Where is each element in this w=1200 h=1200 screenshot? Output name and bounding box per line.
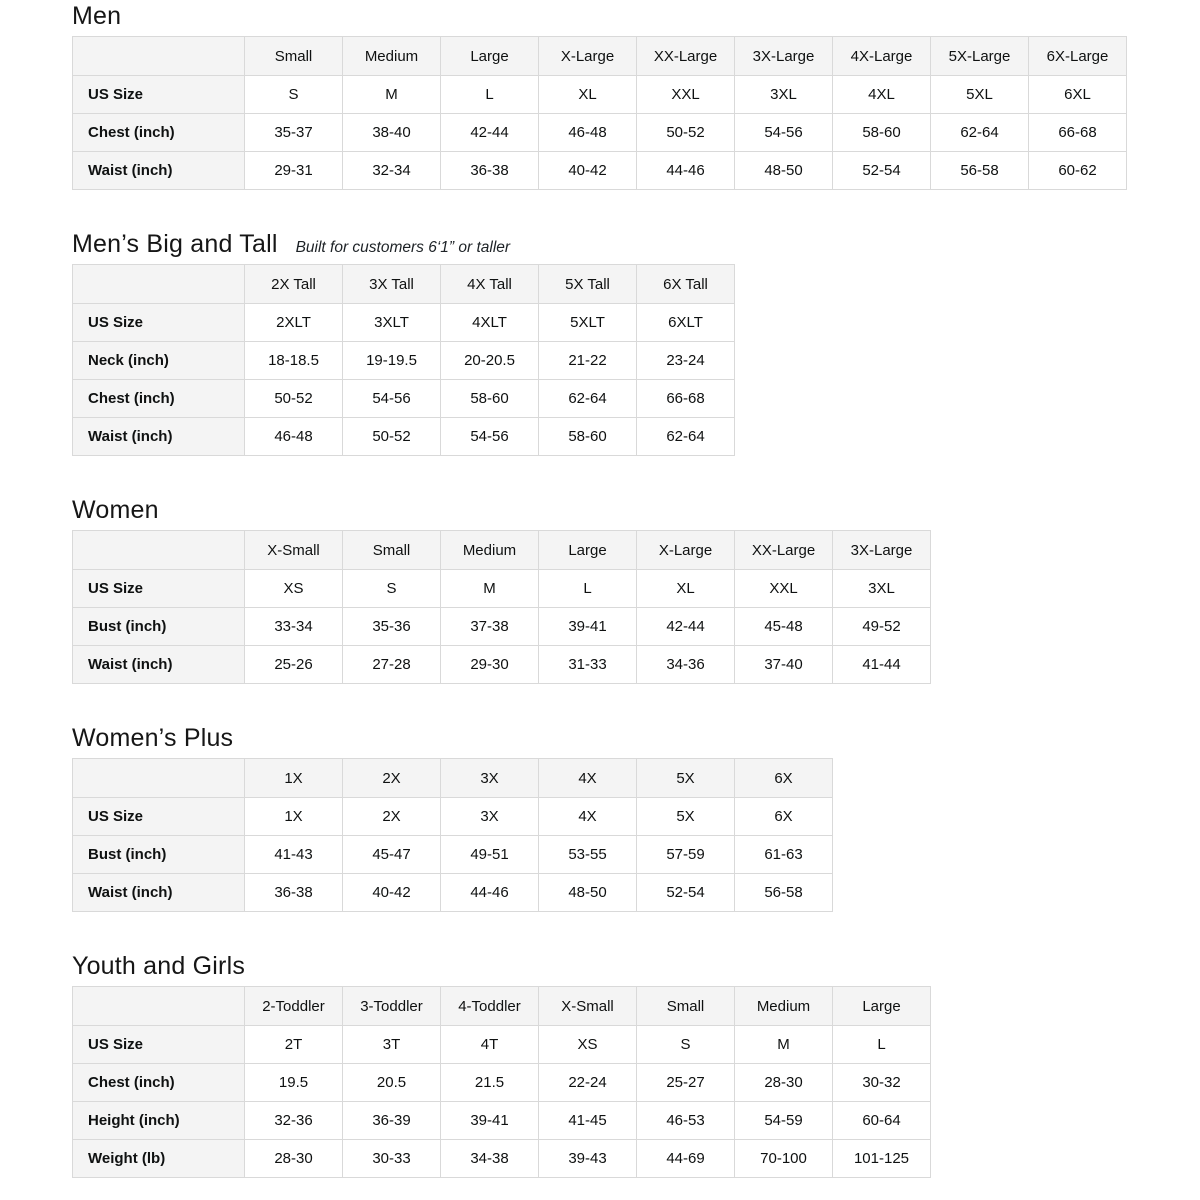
table-row	[73, 608, 931, 646]
size-table-womens-plus	[72, 758, 833, 912]
value-cell: 62-64	[637, 418, 735, 456]
value-cell: 49-52	[833, 608, 931, 646]
section-women	[72, 496, 1200, 684]
column-header-cell: 6X Tall	[637, 265, 735, 304]
value-cell: 3T	[343, 1026, 441, 1064]
column-header-cell: 4X	[539, 759, 637, 798]
value-cell: 60-62	[1029, 152, 1127, 190]
section-title-row	[72, 496, 1200, 524]
value-cell: 42-44	[441, 114, 539, 152]
section-youth-and-girls	[72, 952, 1200, 1178]
value-cell: L	[539, 570, 637, 608]
table-row	[73, 874, 833, 912]
value-cell: XL	[539, 76, 637, 114]
value-cell: 58-60	[441, 380, 539, 418]
value-cell: 23-24	[637, 342, 735, 380]
column-header-cell: 4X Tall	[441, 265, 539, 304]
column-header-cell: X-Large	[637, 531, 735, 570]
value-cell: 41-43	[245, 836, 343, 874]
value-cell: 5XLT	[539, 304, 637, 342]
value-cell: 39-41	[539, 608, 637, 646]
value-cell: 40-42	[539, 152, 637, 190]
table-row	[73, 114, 1127, 152]
value-cell: 3XL	[735, 76, 833, 114]
size-table-men	[72, 36, 1127, 190]
value-cell: 6XLT	[637, 304, 735, 342]
column-header-cell: 6X	[735, 759, 833, 798]
value-cell: 41-45	[539, 1102, 637, 1140]
table-row	[73, 76, 1127, 114]
corner-cell	[73, 265, 245, 304]
row-label-cell: Neck (inch)	[73, 342, 245, 380]
corner-cell	[73, 37, 245, 76]
table-row	[73, 1140, 931, 1178]
value-cell: 66-68	[1029, 114, 1127, 152]
value-cell: 44-69	[637, 1140, 735, 1178]
value-cell: 46-48	[245, 418, 343, 456]
value-cell: 37-40	[735, 646, 833, 684]
row-label-cell: US Size	[73, 304, 245, 342]
value-cell: 42-44	[637, 608, 735, 646]
value-cell: 22-24	[539, 1064, 637, 1102]
section-title-row	[72, 2, 1200, 30]
column-header-cell: 3X	[441, 759, 539, 798]
value-cell: 27-28	[343, 646, 441, 684]
column-header-cell: Medium	[343, 37, 441, 76]
value-cell: 38-40	[343, 114, 441, 152]
value-cell: 25-27	[637, 1064, 735, 1102]
table-row	[73, 304, 735, 342]
value-cell: 21-22	[539, 342, 637, 380]
value-cell: 37-38	[441, 608, 539, 646]
row-label-cell: Weight (lb)	[73, 1140, 245, 1178]
value-cell: 3X	[441, 798, 539, 836]
column-header-cell: 2-Toddler	[245, 987, 343, 1026]
value-cell: S	[637, 1026, 735, 1064]
value-cell: 46-53	[637, 1102, 735, 1140]
value-cell: 48-50	[539, 874, 637, 912]
column-header-cell: X-Large	[539, 37, 637, 76]
value-cell: 3XL	[833, 570, 931, 608]
row-label-cell: US Size	[73, 798, 245, 836]
value-cell: 44-46	[441, 874, 539, 912]
section-title-row	[72, 952, 1200, 980]
size-table-women	[72, 530, 931, 684]
value-cell: 35-37	[245, 114, 343, 152]
row-label-cell: US Size	[73, 1026, 245, 1064]
column-header-cell: Large	[441, 37, 539, 76]
column-header-cell: XX-Large	[637, 37, 735, 76]
column-header-cell: 2X	[343, 759, 441, 798]
value-cell: 1X	[245, 798, 343, 836]
column-header-cell: Medium	[735, 987, 833, 1026]
value-cell: 41-44	[833, 646, 931, 684]
table-row	[73, 342, 735, 380]
value-cell: 50-52	[637, 114, 735, 152]
value-cell: 54-59	[735, 1102, 833, 1140]
table-row	[73, 152, 1127, 190]
row-label-cell: Bust (inch)	[73, 608, 245, 646]
value-cell: 29-30	[441, 646, 539, 684]
value-cell: 3XLT	[343, 304, 441, 342]
row-label-cell: Bust (inch)	[73, 836, 245, 874]
table-row	[73, 798, 833, 836]
section-title: Youth and Girls	[72, 952, 246, 980]
section-womens-plus	[72, 724, 1200, 912]
table-row	[73, 380, 735, 418]
value-cell: 50-52	[245, 380, 343, 418]
value-cell: 32-36	[245, 1102, 343, 1140]
section-subtitle: Built for customers 6‘1” or taller	[295, 239, 511, 256]
value-cell: 6X	[735, 798, 833, 836]
section-title: Men	[72, 2, 122, 30]
column-header-cell: 4-Toddler	[441, 987, 539, 1026]
value-cell: 48-50	[735, 152, 833, 190]
column-header-cell: Medium	[441, 531, 539, 570]
value-cell: 52-54	[637, 874, 735, 912]
size-table-mens-big-and-tall	[72, 264, 735, 456]
value-cell: 66-68	[637, 380, 735, 418]
row-label-cell: US Size	[73, 570, 245, 608]
value-cell: 34-38	[441, 1140, 539, 1178]
column-header-cell: 1X	[245, 759, 343, 798]
value-cell: 62-64	[539, 380, 637, 418]
table-row	[73, 1102, 931, 1140]
value-cell: 29-31	[245, 152, 343, 190]
value-cell: 21.5	[441, 1064, 539, 1102]
column-header-cell: 3X Tall	[343, 265, 441, 304]
value-cell: 56-58	[931, 152, 1029, 190]
column-header-cell: 5X Tall	[539, 265, 637, 304]
value-cell: M	[441, 570, 539, 608]
row-label-cell: Waist (inch)	[73, 874, 245, 912]
value-cell: 60-64	[833, 1102, 931, 1140]
row-label-cell: Waist (inch)	[73, 418, 245, 456]
value-cell: 31-33	[539, 646, 637, 684]
section-title: Women’s Plus	[72, 724, 234, 752]
row-label-cell: Chest (inch)	[73, 380, 245, 418]
section-title-row	[72, 724, 1200, 752]
value-cell: S	[245, 76, 343, 114]
value-cell: 25-26	[245, 646, 343, 684]
table-row	[73, 836, 833, 874]
column-header-cell: 3-Toddler	[343, 987, 441, 1026]
value-cell: 6XL	[1029, 76, 1127, 114]
value-cell: 30-32	[833, 1064, 931, 1102]
value-cell: 28-30	[735, 1064, 833, 1102]
corner-cell	[73, 987, 245, 1026]
row-label-cell: Waist (inch)	[73, 152, 245, 190]
value-cell: 34-36	[637, 646, 735, 684]
value-cell: XL	[637, 570, 735, 608]
column-header-cell: 2X Tall	[245, 265, 343, 304]
value-cell: 5XL	[931, 76, 1029, 114]
value-cell: S	[343, 570, 441, 608]
column-header-cell: 3X-Large	[833, 531, 931, 570]
value-cell: 54-56	[441, 418, 539, 456]
value-cell: 58-60	[539, 418, 637, 456]
value-cell: 19.5	[245, 1064, 343, 1102]
value-cell: 52-54	[833, 152, 931, 190]
table-row	[73, 1064, 931, 1102]
value-cell: XXL	[735, 570, 833, 608]
value-cell: 44-46	[637, 152, 735, 190]
value-cell: M	[343, 76, 441, 114]
value-cell: 54-56	[343, 380, 441, 418]
value-cell: 32-34	[343, 152, 441, 190]
value-cell: 40-42	[343, 874, 441, 912]
table-row	[73, 570, 931, 608]
value-cell: 45-47	[343, 836, 441, 874]
size-table-youth-and-girls	[72, 986, 931, 1178]
section-title: Men’s Big and Tall	[72, 230, 278, 258]
size-chart-sections	[72, 2, 1200, 1178]
value-cell: XS	[539, 1026, 637, 1064]
column-header-cell: X-Small	[245, 531, 343, 570]
value-cell: 45-48	[735, 608, 833, 646]
value-cell: 39-41	[441, 1102, 539, 1140]
section-men	[72, 2, 1200, 190]
row-label-cell: Chest (inch)	[73, 114, 245, 152]
header-row	[73, 759, 833, 798]
row-label-cell: Chest (inch)	[73, 1064, 245, 1102]
value-cell: 57-59	[637, 836, 735, 874]
column-header-cell: 5X	[637, 759, 735, 798]
column-header-cell: Small	[245, 37, 343, 76]
value-cell: 18-18.5	[245, 342, 343, 380]
column-header-cell: 5X-Large	[931, 37, 1029, 76]
table-row	[73, 1026, 931, 1064]
header-row	[73, 265, 735, 304]
value-cell: 4T	[441, 1026, 539, 1064]
value-cell: 2X	[343, 798, 441, 836]
table-row	[73, 646, 931, 684]
value-cell: L	[833, 1026, 931, 1064]
column-header-cell: Large	[833, 987, 931, 1026]
column-header-cell: XX-Large	[735, 531, 833, 570]
value-cell: 101-125	[833, 1140, 931, 1178]
value-cell: 4XL	[833, 76, 931, 114]
table-row	[73, 418, 735, 456]
value-cell: 49-51	[441, 836, 539, 874]
value-cell: 36-38	[441, 152, 539, 190]
column-header-cell: Small	[343, 531, 441, 570]
section-title: Women	[72, 496, 159, 524]
value-cell: 54-56	[735, 114, 833, 152]
column-header-cell: 6X-Large	[1029, 37, 1127, 76]
section-title-row	[72, 230, 1200, 258]
corner-cell	[73, 531, 245, 570]
value-cell: 4X	[539, 798, 637, 836]
value-cell: 36-38	[245, 874, 343, 912]
header-row	[73, 531, 931, 570]
value-cell: 70-100	[735, 1140, 833, 1178]
value-cell: 2T	[245, 1026, 343, 1064]
header-row	[73, 987, 931, 1026]
column-header-cell: X-Small	[539, 987, 637, 1026]
value-cell: L	[441, 76, 539, 114]
value-cell: 4XLT	[441, 304, 539, 342]
row-label-cell: Waist (inch)	[73, 646, 245, 684]
corner-cell	[73, 759, 245, 798]
value-cell: M	[735, 1026, 833, 1064]
value-cell: 20.5	[343, 1064, 441, 1102]
value-cell: 61-63	[735, 836, 833, 874]
value-cell: 30-33	[343, 1140, 441, 1178]
header-row	[73, 37, 1127, 76]
value-cell: 62-64	[931, 114, 1029, 152]
value-cell: 5X	[637, 798, 735, 836]
value-cell: 53-55	[539, 836, 637, 874]
value-cell: 19-19.5	[343, 342, 441, 380]
row-label-cell: US Size	[73, 76, 245, 114]
value-cell: 58-60	[833, 114, 931, 152]
column-header-cell: Small	[637, 987, 735, 1026]
value-cell: 50-52	[343, 418, 441, 456]
row-label-cell: Height (inch)	[73, 1102, 245, 1140]
value-cell: 39-43	[539, 1140, 637, 1178]
value-cell: 20-20.5	[441, 342, 539, 380]
value-cell: 46-48	[539, 114, 637, 152]
value-cell: 35-36	[343, 608, 441, 646]
section-mens-big-and-tall	[72, 230, 1200, 456]
value-cell: 36-39	[343, 1102, 441, 1140]
value-cell: XS	[245, 570, 343, 608]
column-header-cell: 4X-Large	[833, 37, 931, 76]
value-cell: 28-30	[245, 1140, 343, 1178]
value-cell: XXL	[637, 76, 735, 114]
value-cell: 33-34	[245, 608, 343, 646]
column-header-cell: Large	[539, 531, 637, 570]
column-header-cell: 3X-Large	[735, 37, 833, 76]
value-cell: 56-58	[735, 874, 833, 912]
value-cell: 2XLT	[245, 304, 343, 342]
